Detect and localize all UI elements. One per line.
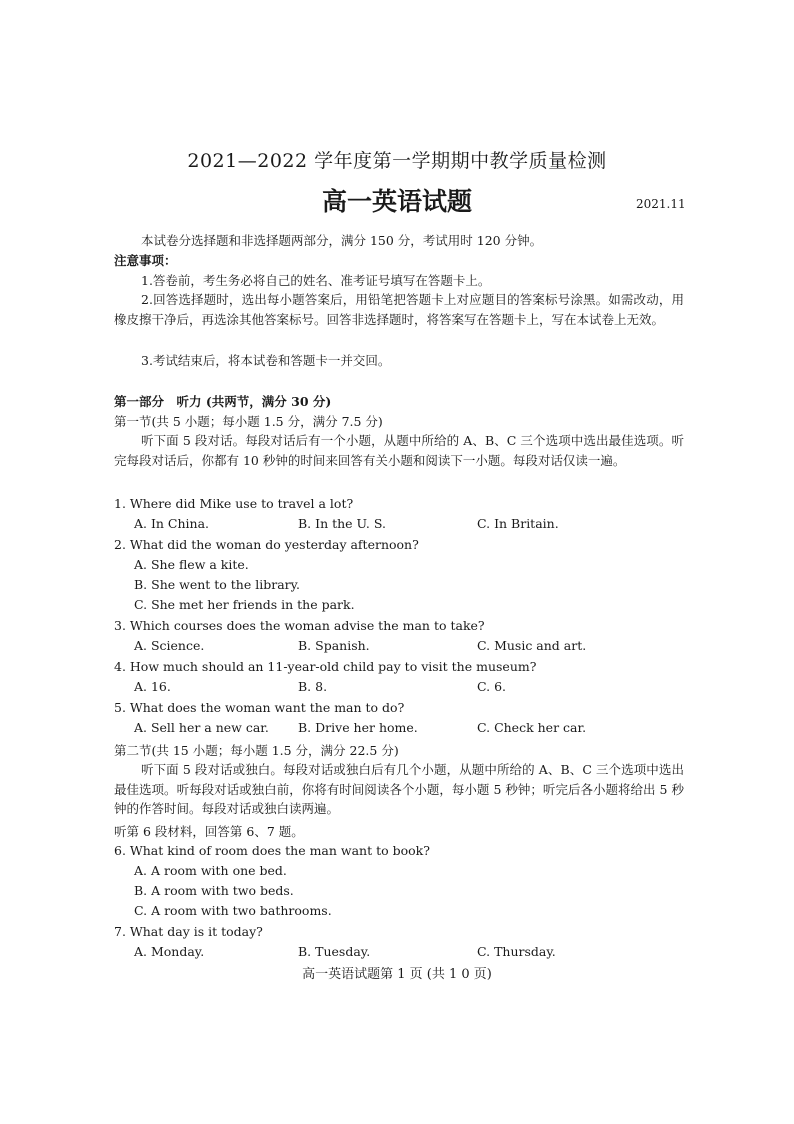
section2-instructions: 听下面 5 段对话或独白。每段对话或独白后有几个小题，从题中所给的 A、B、C 三个选项中选出最佳选项。听每段对话或独白前，你将有时间阅读各个小题，每小题 5 秒钟；听完后各小题将给出 5 秒钟的作答时间。每段对话或独白读两遍。 <box>114 762 684 816</box>
notes-heading: 注意事项： <box>114 253 177 268</box>
question-1-option-c: C. In Britain. <box>477 516 559 531</box>
page-footer: 高一英语试题第 1 页 (共 1 0 页) <box>302 967 492 982</box>
question-1-stem: 1. Where did Mike use to travel a lot? <box>114 496 354 511</box>
note-3: 3.考试结束后，将本试卷和答题卡一并交回。 <box>141 353 391 368</box>
question-4-option-b: B. 8. <box>298 679 328 694</box>
question-2-option-c: C. She met her friends in the park. <box>134 597 355 612</box>
question-2-stem: 2. What did the woman do yesterday afternoon? <box>114 537 419 552</box>
question-1-option-a: A. In China. <box>134 516 210 531</box>
note-2: 2.回答选择题时，选出每小题答案后，用铅笔把答题卡上对应题目的答案标号涂黑。如需改动，用橡皮擦干净后，再选涂其他答案标号。回答非选择题时，将答案写在答题卡上，写在本试卷上无效。 <box>114 292 684 327</box>
section1-instructions: 听下面 5 段对话。每段对话后有一个小题，从题中所给的 A、B、C 三个选项中选出最佳选项。听完每段对话后，你都有 10 秒钟的时间来回答有关小题和阅读下一小题。每段对话仅读一遍。 <box>114 433 684 468</box>
question-7-stem: 7. What day is it today? <box>114 924 263 939</box>
section2-title: 第二节(共 15 小题；每小题 1.5 分，满分 22.5 分) <box>114 743 399 758</box>
part1-title: 第一部分 听力 (共两节，满分 30 分) <box>114 394 332 409</box>
question-3-option-a: A. Science. <box>134 638 205 653</box>
question-4-stem: 4. How much should an 11-year-old child pay to visit the museum? <box>114 659 537 674</box>
question-1-option-b: B. In the U. S. <box>298 516 386 531</box>
question-5-option-b: B. Drive her home. <box>298 720 418 735</box>
section1-title: 第一节(共 5 小题；每小题 1.5 分，满分 7.5 分) <box>114 414 383 429</box>
question-7-option-c: C. Thursday. <box>477 944 556 959</box>
question-5-stem: 5. What does the woman want the man to do? <box>114 700 405 715</box>
question-4-option-c: C. 6. <box>477 679 506 694</box>
question-6-option-a: A. A room with one bed. <box>134 863 287 878</box>
question-6-stem: 6. What kind of room does the man want to book? <box>114 843 430 858</box>
question-3-option-c: C. Music and art. <box>477 638 587 653</box>
exam-main-title: 2021—2022 学年度第一学期期中教学质量检测 <box>187 150 607 172</box>
question-7-option-a: A. Monday. <box>134 944 205 959</box>
question-3-stem: 3. Which courses does the woman advise the man to take? <box>114 618 485 633</box>
question-2-option-a: A. She flew a kite. <box>134 557 249 572</box>
question-6-option-c: C. A room with two bathrooms. <box>134 903 332 918</box>
question-4-option-a: A. 16. <box>134 679 171 694</box>
question-5-option-c: C. Check her car. <box>477 720 587 735</box>
question-5-option-a: A. Sell her a new car. <box>134 720 269 735</box>
exam-date: 2021.11 <box>636 197 686 211</box>
question-6-option-b: B. A room with two beds. <box>134 883 294 898</box>
material-6-instruction: 听第 6 段材料，回答第 6、7 题。 <box>114 824 304 839</box>
question-7-option-b: B. Tuesday. <box>298 944 371 959</box>
exam-subject-title: 高一英语试题 <box>321 187 472 216</box>
intro-text: 本试卷分选择题和非选择题两部分，满分 150 分，考试用时 120 分钟。 <box>141 233 543 248</box>
question-3-option-b: B. Spanish. <box>298 638 370 653</box>
question-2-option-b: B. She went to the library. <box>134 577 301 592</box>
note-1: 1.答卷前，考生务必将自己的姓名、准考证号填写在答题卡上。 <box>141 273 491 288</box>
